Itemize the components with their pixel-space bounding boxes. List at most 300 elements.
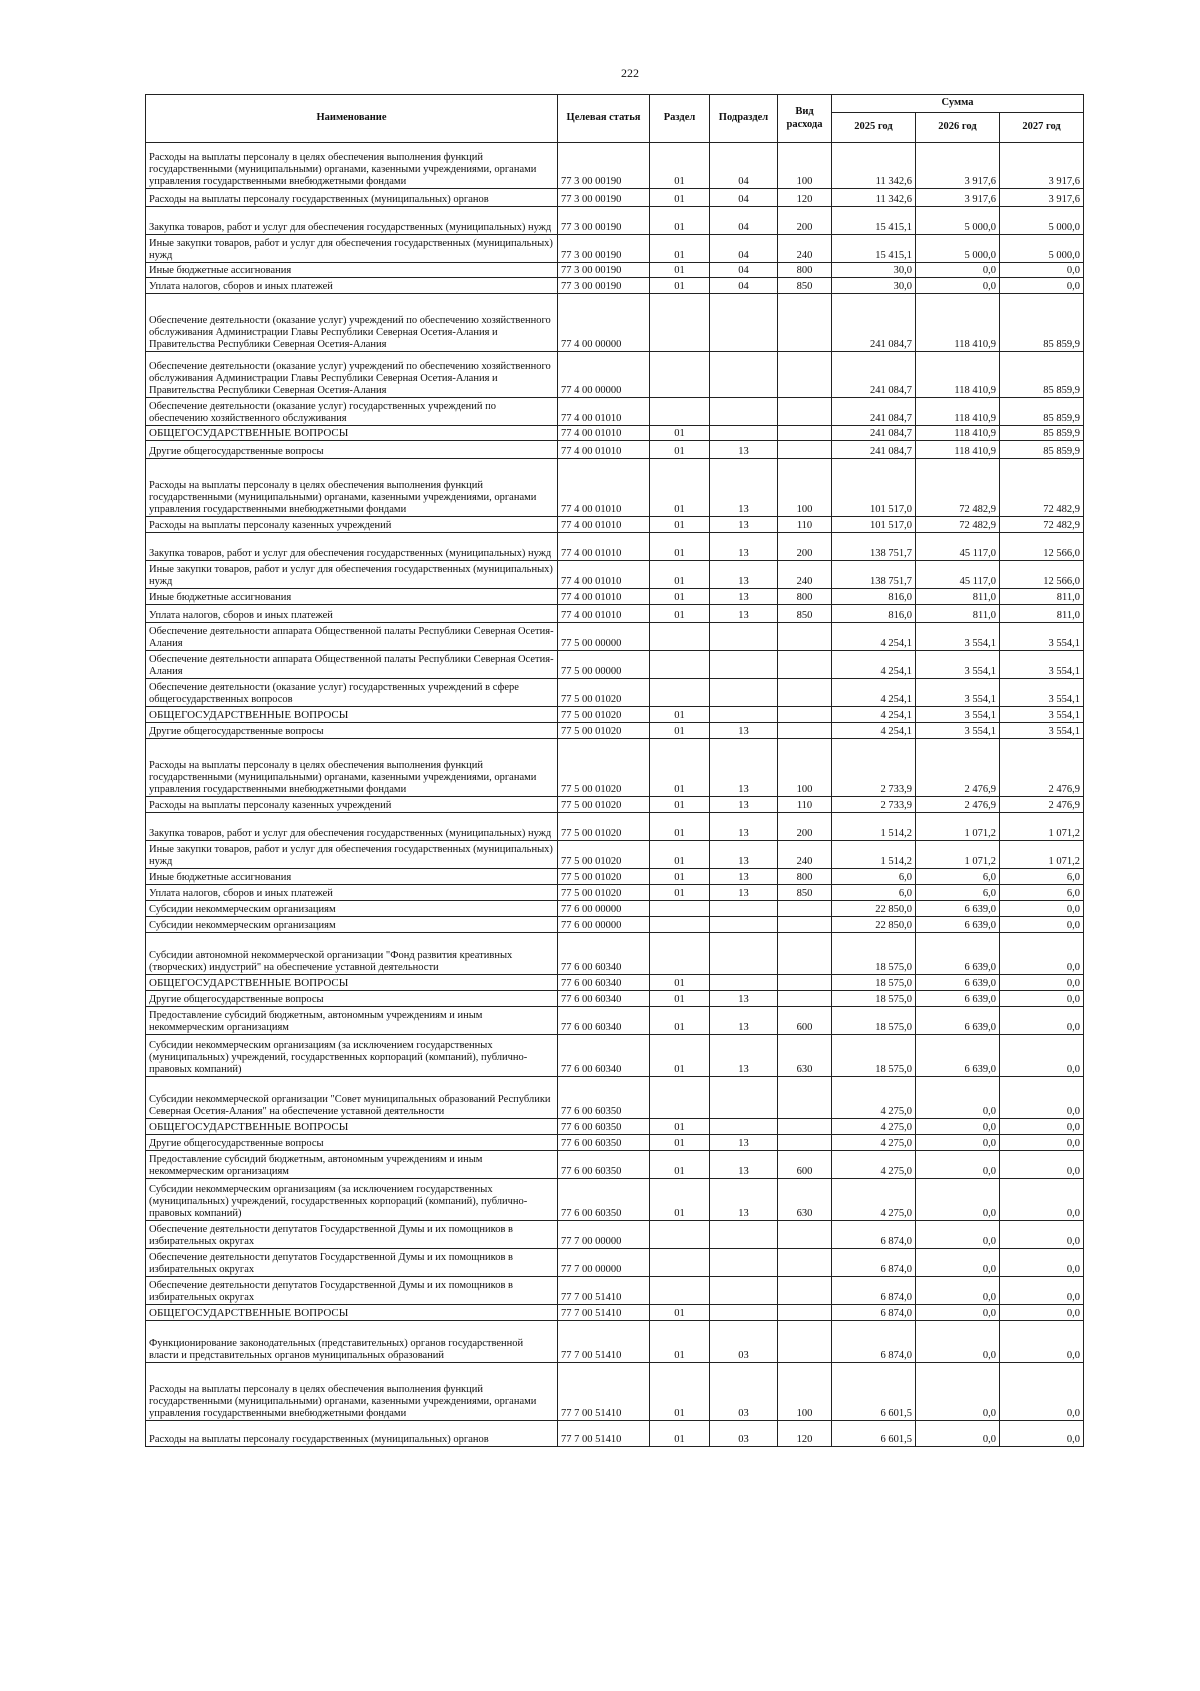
- table-cell-target-article: 77 7 00 00000: [558, 1249, 650, 1277]
- table-cell-2025: 22 850,0: [832, 917, 916, 933]
- table-cell-2025: 18 575,0: [832, 1035, 916, 1077]
- table-cell-2027: 85 859,9: [1000, 352, 1084, 398]
- table-cell-expense-type: [778, 1277, 832, 1305]
- table-cell-name: Иные закупки товаров, работ и услуг для обеспечения государственных (муниципальных) нужд: [146, 841, 558, 869]
- table-cell-2026: 0,0: [916, 1221, 1000, 1249]
- table-cell-expense-type: [778, 1135, 832, 1151]
- table-cell-section: [650, 1077, 710, 1119]
- header-expense-type: Вид расхода: [778, 95, 832, 143]
- table-row: [146, 739, 1084, 797]
- table-cell-name: Обеспечение деятельности аппарата Общественной палаты Республики Северная Осетия-Алания: [146, 623, 558, 651]
- table-row: [146, 1305, 1084, 1321]
- table-cell-2025: 4 254,1: [832, 679, 916, 707]
- table-cell-expense-type: 630: [778, 1035, 832, 1077]
- table-row: [146, 143, 1084, 189]
- table-cell-expense-type: 850: [778, 278, 832, 294]
- table-cell-2027: 0,0: [1000, 1363, 1084, 1421]
- table-cell-expense-type: 600: [778, 1007, 832, 1035]
- table-cell-2025: 138 751,7: [832, 561, 916, 589]
- table-cell-2027: 5 000,0: [1000, 207, 1084, 235]
- table-cell-subsection: [710, 679, 778, 707]
- table-cell-section: 01: [650, 426, 710, 441]
- table-cell-target-article: 77 4 00 01010: [558, 441, 650, 459]
- table-cell-2027: 0,0: [1000, 975, 1084, 991]
- header-subsection: Подраздел: [710, 95, 778, 143]
- table-cell-expense-type: [778, 623, 832, 651]
- table-row: [146, 459, 1084, 517]
- table-cell-2027: 1 071,2: [1000, 813, 1084, 841]
- table-row: [146, 679, 1084, 707]
- table-cell-expense-type: 200: [778, 813, 832, 841]
- table-cell-name: Иные закупки товаров, работ и услуг для обеспечения государственных (муниципальных) нужд: [146, 561, 558, 589]
- table-cell-expense-type: [778, 1119, 832, 1135]
- table-cell-name: Другие общегосударственные вопросы: [146, 991, 558, 1007]
- table-cell-subsection: 13: [710, 797, 778, 813]
- table-cell-target-article: 77 4 00 01010: [558, 426, 650, 441]
- table-cell-subsection: [710, 294, 778, 352]
- table-cell-name: Иные бюджетные ассигнования: [146, 869, 558, 885]
- table-cell-section: 01: [650, 235, 710, 263]
- table-cell-target-article: 77 4 00 01010: [558, 533, 650, 561]
- table-cell-section: 01: [650, 841, 710, 869]
- table-cell-target-article: 77 5 00 01020: [558, 707, 650, 723]
- table-cell-section: 01: [650, 459, 710, 517]
- table-cell-target-article: 77 4 00 01010: [558, 517, 650, 533]
- table-cell-2027: 85 859,9: [1000, 398, 1084, 426]
- table-cell-name: Расходы на выплаты персоналу в целях обеспечения выполнения функций государственными (муниципальными) органами, казенными учреждениями, органами управления государственными внебюджетными фондами: [146, 1363, 558, 1421]
- table-cell-2026: 2 476,9: [916, 739, 1000, 797]
- table-cell-2026: 72 482,9: [916, 517, 1000, 533]
- table-cell-2025: 18 575,0: [832, 933, 916, 975]
- table-cell-target-article: 77 6 00 60340: [558, 1035, 650, 1077]
- table-cell-expense-type: [778, 1221, 832, 1249]
- table-cell-subsection: 13: [710, 739, 778, 797]
- header-year-2026: 2026 год: [916, 113, 1000, 143]
- table-cell-subsection: [710, 1221, 778, 1249]
- table-cell-target-article: 77 5 00 01020: [558, 739, 650, 797]
- budget-table: [145, 94, 1084, 1447]
- table-cell-2027: 0,0: [1000, 1249, 1084, 1277]
- table-cell-2026: 3 554,1: [916, 679, 1000, 707]
- table-cell-2026: 0,0: [916, 278, 1000, 294]
- table-cell-subsection: 13: [710, 561, 778, 589]
- table-cell-subsection: 04: [710, 235, 778, 263]
- table-cell-target-article: 77 7 00 00000: [558, 1221, 650, 1249]
- table-cell-subsection: 03: [710, 1321, 778, 1363]
- table-cell-expense-type: 110: [778, 517, 832, 533]
- table-cell-2026: 0,0: [916, 1077, 1000, 1119]
- table-cell-2027: 0,0: [1000, 991, 1084, 1007]
- table-row: [146, 1035, 1084, 1077]
- table-cell-target-article: 77 6 00 60350: [558, 1119, 650, 1135]
- table-cell-2027: 85 859,9: [1000, 426, 1084, 441]
- table-cell-name: ОБЩЕГОСУДАРСТВЕННЫЕ ВОПРОСЫ: [146, 707, 558, 723]
- table-cell-name: Другие общегосударственные вопросы: [146, 1135, 558, 1151]
- table-cell-2026: 6 639,0: [916, 901, 1000, 917]
- table-cell-target-article: 77 6 00 60340: [558, 975, 650, 991]
- table-cell-section: 01: [650, 991, 710, 1007]
- table-cell-2025: 241 084,7: [832, 441, 916, 459]
- table-cell-2026: 6,0: [916, 885, 1000, 901]
- table-cell-target-article: 77 7 00 51410: [558, 1421, 650, 1447]
- table-row: [146, 589, 1084, 605]
- table-cell-subsection: [710, 917, 778, 933]
- table-cell-section: 01: [650, 1179, 710, 1221]
- table-cell-target-article: 77 5 00 01020: [558, 841, 650, 869]
- table-cell-subsection: 13: [710, 813, 778, 841]
- table-cell-section: 01: [650, 1363, 710, 1421]
- table-cell-2026: 3 554,1: [916, 723, 1000, 739]
- table-row: [146, 263, 1084, 278]
- table-cell-name: Расходы на выплаты персоналу в целях обеспечения выполнения функций государственными (муниципальными) органами, казенными учреждениями, органами управления государственными внебюджетными фондами: [146, 143, 558, 189]
- table-cell-2026: 6 639,0: [916, 1007, 1000, 1035]
- table-cell-2027: 0,0: [1000, 1421, 1084, 1447]
- table-cell-2027: 811,0: [1000, 605, 1084, 623]
- table-cell-subsection: 04: [710, 207, 778, 235]
- table-row: [146, 1221, 1084, 1249]
- table-cell-2027: 12 566,0: [1000, 533, 1084, 561]
- table-row: [146, 797, 1084, 813]
- table-cell-section: 01: [650, 143, 710, 189]
- page-number: 222: [621, 66, 639, 80]
- table-row: [146, 1119, 1084, 1135]
- table-cell-name: Обеспечение деятельности (оказание услуг) учреждений по обеспечению хозяйственного обслуживания Администрации Главы Республики Северная Осетия-Алания и Правительства Республики Северная Осетия-Алания: [146, 294, 558, 352]
- table-cell-2025: 18 575,0: [832, 991, 916, 1007]
- table-row: [146, 235, 1084, 263]
- table-cell-name: Уплата налогов, сборов и иных платежей: [146, 885, 558, 901]
- table-cell-name: Обеспечение деятельности депутатов Государственной Думы и их помощников в избирательных округах: [146, 1221, 558, 1249]
- table-row: [146, 1421, 1084, 1447]
- table-cell-target-article: 77 4 00 01010: [558, 605, 650, 623]
- table-cell-2025: 15 415,1: [832, 235, 916, 263]
- table-cell-2026: 118 410,9: [916, 426, 1000, 441]
- table-cell-section: 01: [650, 263, 710, 278]
- table-cell-section: 01: [650, 1151, 710, 1179]
- table-row: [146, 561, 1084, 589]
- table-cell-section: 01: [650, 1305, 710, 1321]
- table-cell-2025: 6 601,5: [832, 1363, 916, 1421]
- table-cell-expense-type: 120: [778, 1421, 832, 1447]
- table-row: [146, 1077, 1084, 1119]
- table-cell-2027: 72 482,9: [1000, 517, 1084, 533]
- table-cell-2027: 85 859,9: [1000, 294, 1084, 352]
- table-row: [146, 707, 1084, 723]
- table-cell-name: Другие общегосударственные вопросы: [146, 723, 558, 739]
- table-cell-section: 01: [650, 441, 710, 459]
- table-cell-section: [650, 294, 710, 352]
- table-cell-2025: 4 275,0: [832, 1151, 916, 1179]
- table-cell-subsection: [710, 1249, 778, 1277]
- table-cell-2025: 22 850,0: [832, 901, 916, 917]
- table-cell-2027: 0,0: [1000, 1305, 1084, 1321]
- table-cell-expense-type: 200: [778, 533, 832, 561]
- table-cell-section: [650, 679, 710, 707]
- table-cell-2026: 6 639,0: [916, 975, 1000, 991]
- table-cell-name: ОБЩЕГОСУДАРСТВЕННЫЕ ВОПРОСЫ: [146, 1305, 558, 1321]
- header-sum: Сумма: [832, 95, 1084, 113]
- table-cell-expense-type: 240: [778, 561, 832, 589]
- table-cell-expense-type: [778, 933, 832, 975]
- table-cell-2026: 0,0: [916, 1119, 1000, 1135]
- header-name: Наименование: [146, 95, 558, 143]
- table-cell-2026: 2 476,9: [916, 797, 1000, 813]
- table-cell-section: [650, 398, 710, 426]
- table-cell-2026: 1 071,2: [916, 841, 1000, 869]
- table-cell-subsection: [710, 1277, 778, 1305]
- table-cell-2025: 241 084,7: [832, 426, 916, 441]
- table-cell-section: 01: [650, 797, 710, 813]
- table-cell-2027: 3 554,1: [1000, 679, 1084, 707]
- table-cell-name: Уплата налогов, сборов и иных платежей: [146, 605, 558, 623]
- table-row: [146, 991, 1084, 1007]
- table-cell-target-article: 77 6 00 60350: [558, 1077, 650, 1119]
- table-cell-subsection: 13: [710, 723, 778, 739]
- table-row: [146, 813, 1084, 841]
- table-cell-section: 01: [650, 1421, 710, 1447]
- table-cell-name: Обеспечение деятельности депутатов Государственной Думы и их помощников в избирательных округах: [146, 1249, 558, 1277]
- table-cell-2026: 6 639,0: [916, 991, 1000, 1007]
- table-cell-2027: 0,0: [1000, 901, 1084, 917]
- table-cell-2026: 3 917,6: [916, 189, 1000, 207]
- table-cell-2027: 0,0: [1000, 917, 1084, 933]
- table-cell-expense-type: [778, 651, 832, 679]
- table-cell-target-article: 77 5 00 01020: [558, 723, 650, 739]
- header-target-article: Целевая статья: [558, 95, 650, 143]
- table-cell-2027: 6,0: [1000, 885, 1084, 901]
- table-cell-2027: 0,0: [1000, 1077, 1084, 1119]
- table-cell-2026: 6 639,0: [916, 1035, 1000, 1077]
- table-cell-name: Субсидии автономной некоммерческой организации "Фонд развития креативных (творческих) индустрий" на обеспечение уставной деятельности: [146, 933, 558, 975]
- table-cell-name: Расходы на выплаты персоналу казенных учреждений: [146, 797, 558, 813]
- table-cell-section: 01: [650, 1119, 710, 1135]
- table-cell-name: Субсидии некоммерческим организациям: [146, 917, 558, 933]
- table-cell-expense-type: [778, 723, 832, 739]
- table-cell-2027: 0,0: [1000, 1119, 1084, 1135]
- table-row: [146, 517, 1084, 533]
- table-cell-section: 01: [650, 723, 710, 739]
- table-cell-name: Закупка товаров, работ и услуг для обеспечения государственных (муниципальных) нужд: [146, 813, 558, 841]
- table-cell-2026: 118 410,9: [916, 294, 1000, 352]
- table-cell-subsection: [710, 1077, 778, 1119]
- table-row: [146, 1363, 1084, 1421]
- table-cell-2026: 3 917,6: [916, 143, 1000, 189]
- table-cell-2027: 0,0: [1000, 1321, 1084, 1363]
- table-cell-2025: 18 575,0: [832, 1007, 916, 1035]
- table-row: [146, 917, 1084, 933]
- table-cell-name: Предоставление субсидий бюджетным, автономным учреждениям и иным некоммерческим организациям: [146, 1007, 558, 1035]
- table-cell-2025: 101 517,0: [832, 517, 916, 533]
- table-cell-target-article: 77 6 00 60340: [558, 933, 650, 975]
- table-cell-section: 01: [650, 533, 710, 561]
- table-cell-subsection: [710, 1305, 778, 1321]
- table-cell-expense-type: 630: [778, 1179, 832, 1221]
- table-row: [146, 605, 1084, 623]
- table-cell-subsection: 03: [710, 1363, 778, 1421]
- table-cell-section: 01: [650, 1007, 710, 1035]
- table-cell-2025: 2 733,9: [832, 797, 916, 813]
- table-row: [146, 294, 1084, 352]
- table-cell-2026: 811,0: [916, 605, 1000, 623]
- table-cell-2027: 3 554,1: [1000, 723, 1084, 739]
- table-cell-2027: 12 566,0: [1000, 561, 1084, 589]
- table-cell-target-article: 77 4 00 01010: [558, 398, 650, 426]
- table-cell-section: 01: [650, 885, 710, 901]
- table-cell-subsection: 13: [710, 1007, 778, 1035]
- table-cell-name: Расходы на выплаты персоналу государственных (муниципальных) органов: [146, 189, 558, 207]
- table-cell-2026: 0,0: [916, 1277, 1000, 1305]
- table-cell-2027: 0,0: [1000, 263, 1084, 278]
- table-cell-expense-type: [778, 679, 832, 707]
- table-cell-2026: 72 482,9: [916, 459, 1000, 517]
- table-cell-subsection: 13: [710, 1151, 778, 1179]
- table-cell-2027: 0,0: [1000, 1035, 1084, 1077]
- table-cell-2025: 4 254,1: [832, 707, 916, 723]
- table-cell-2026: 1 071,2: [916, 813, 1000, 841]
- table-cell-section: 01: [650, 605, 710, 623]
- table-cell-section: [650, 917, 710, 933]
- table-cell-2025: 4 275,0: [832, 1119, 916, 1135]
- table-cell-expense-type: 850: [778, 885, 832, 901]
- table-row: [146, 398, 1084, 426]
- table-cell-section: [650, 623, 710, 651]
- table-cell-section: 01: [650, 561, 710, 589]
- table-cell-2025: 101 517,0: [832, 459, 916, 517]
- table-row: [146, 623, 1084, 651]
- table-cell-2025: 30,0: [832, 278, 916, 294]
- table-cell-subsection: 04: [710, 189, 778, 207]
- table-cell-subsection: 13: [710, 1135, 778, 1151]
- table-cell-subsection: 13: [710, 459, 778, 517]
- table-cell-subsection: [710, 933, 778, 975]
- table-cell-2027: 3 554,1: [1000, 623, 1084, 651]
- table-cell-target-article: 77 5 00 01020: [558, 813, 650, 841]
- table-cell-2026: 0,0: [916, 1135, 1000, 1151]
- table-cell-expense-type: [778, 1077, 832, 1119]
- table-cell-target-article: 77 6 00 00000: [558, 917, 650, 933]
- table-cell-2025: 11 342,6: [832, 189, 916, 207]
- table-cell-target-article: 77 4 00 00000: [558, 352, 650, 398]
- table-cell-subsection: 13: [710, 869, 778, 885]
- table-cell-expense-type: [778, 991, 832, 1007]
- table-cell-2025: 11 342,6: [832, 143, 916, 189]
- table-row: [146, 441, 1084, 459]
- table-cell-2026: 6 639,0: [916, 933, 1000, 975]
- table-cell-2026: 6 639,0: [916, 917, 1000, 933]
- table-cell-2025: 4 254,1: [832, 723, 916, 739]
- table-cell-name: Расходы на выплаты персоналу в целях обеспечения выполнения функций государственными (муниципальными) органами, казенными учреждениями, органами управления государственными внебюджетными фондами: [146, 739, 558, 797]
- table-cell-2025: 15 415,1: [832, 207, 916, 235]
- table-cell-2025: 1 514,2: [832, 841, 916, 869]
- table-row: [146, 426, 1084, 441]
- table-cell-target-article: 77 6 00 60350: [558, 1179, 650, 1221]
- table-cell-target-article: 77 3 00 00190: [558, 189, 650, 207]
- table-cell-subsection: 13: [710, 1035, 778, 1077]
- table-cell-section: 01: [650, 813, 710, 841]
- table-cell-expense-type: 100: [778, 739, 832, 797]
- table-cell-2027: 1 071,2: [1000, 841, 1084, 869]
- table-row: [146, 352, 1084, 398]
- table-cell-2025: 6 874,0: [832, 1249, 916, 1277]
- table-cell-2026: 0,0: [916, 1249, 1000, 1277]
- table-cell-expense-type: 600: [778, 1151, 832, 1179]
- table-cell-2026: 5 000,0: [916, 207, 1000, 235]
- table-cell-name: Расходы на выплаты персоналу государственных (муниципальных) органов: [146, 1421, 558, 1447]
- table-cell-target-article: 77 6 00 60340: [558, 1007, 650, 1035]
- table-cell-2026: 3 554,1: [916, 623, 1000, 651]
- table-cell-target-article: 77 6 00 60350: [558, 1135, 650, 1151]
- table-cell-2027: 0,0: [1000, 278, 1084, 294]
- table-cell-2027: 5 000,0: [1000, 235, 1084, 263]
- table-cell-section: 01: [650, 517, 710, 533]
- table-row: [146, 933, 1084, 975]
- table-cell-target-article: 77 5 00 01020: [558, 869, 650, 885]
- table-cell-2025: 241 084,7: [832, 398, 916, 426]
- header-year-2027: 2027 год: [1000, 113, 1084, 143]
- table-cell-expense-type: 240: [778, 841, 832, 869]
- table-cell-subsection: [710, 707, 778, 723]
- table-cell-2027: 0,0: [1000, 1007, 1084, 1035]
- table-cell-expense-type: 120: [778, 189, 832, 207]
- table-cell-section: [650, 651, 710, 679]
- table-cell-section: 01: [650, 739, 710, 797]
- table-cell-2026: 45 117,0: [916, 533, 1000, 561]
- table-cell-2026: 0,0: [916, 1305, 1000, 1321]
- table-cell-name: Обеспечение деятельности (оказание услуг) государственных учреждений в сфере общегосударственных вопросов: [146, 679, 558, 707]
- table-cell-2026: 811,0: [916, 589, 1000, 605]
- table-row: [146, 533, 1084, 561]
- table-cell-2027: 0,0: [1000, 1135, 1084, 1151]
- table-row: [146, 869, 1084, 885]
- table-cell-expense-type: 240: [778, 235, 832, 263]
- table-cell-subsection: 13: [710, 533, 778, 561]
- table-cell-target-article: 77 6 00 60340: [558, 991, 650, 1007]
- header-section: Раздел: [650, 95, 710, 143]
- table-cell-2026: 118 410,9: [916, 352, 1000, 398]
- table-row: [146, 723, 1084, 739]
- table-cell-subsection: 03: [710, 1421, 778, 1447]
- table-cell-expense-type: 850: [778, 605, 832, 623]
- table-cell-subsection: 13: [710, 589, 778, 605]
- table-cell-name: ОБЩЕГОСУДАРСТВЕННЫЕ ВОПРОСЫ: [146, 975, 558, 991]
- table-cell-2027: 6,0: [1000, 869, 1084, 885]
- table-cell-name: Закупка товаров, работ и услуг для обеспечения государственных (муниципальных) нужд: [146, 207, 558, 235]
- table-cell-target-article: 77 3 00 00190: [558, 143, 650, 189]
- table-cell-expense-type: 200: [778, 207, 832, 235]
- table-cell-target-article: 77 5 00 00000: [558, 623, 650, 651]
- table-cell-section: 01: [650, 589, 710, 605]
- table-cell-2027: 0,0: [1000, 1277, 1084, 1305]
- table-cell-2025: 6 874,0: [832, 1221, 916, 1249]
- table-cell-name: Закупка товаров, работ и услуг для обеспечения государственных (муниципальных) нужд: [146, 533, 558, 561]
- table-cell-name: Субсидии некоммерческим организациям: [146, 901, 558, 917]
- table-cell-2025: 6 874,0: [832, 1321, 916, 1363]
- table-cell-target-article: 77 3 00 00190: [558, 278, 650, 294]
- table-cell-2025: 241 084,7: [832, 352, 916, 398]
- table-cell-subsection: [710, 352, 778, 398]
- table-cell-2025: 816,0: [832, 605, 916, 623]
- table-cell-2025: 4 254,1: [832, 623, 916, 651]
- table-cell-2027: 3 917,6: [1000, 189, 1084, 207]
- table-cell-section: [650, 933, 710, 975]
- table-cell-2025: 6 874,0: [832, 1277, 916, 1305]
- table-cell-subsection: 04: [710, 263, 778, 278]
- table-cell-expense-type: [778, 1249, 832, 1277]
- table-cell-section: 01: [650, 207, 710, 235]
- table-row: [146, 975, 1084, 991]
- table-cell-name: Субсидии некоммерческим организациям (за исключением государственных (муниципальных) учреждений, государственных корпораций (компаний), публично-правовых компаний): [146, 1035, 558, 1077]
- table-cell-name: Иные закупки товаров, работ и услуг для обеспечения государственных (муниципальных) нужд: [146, 235, 558, 263]
- table-row: [146, 1007, 1084, 1035]
